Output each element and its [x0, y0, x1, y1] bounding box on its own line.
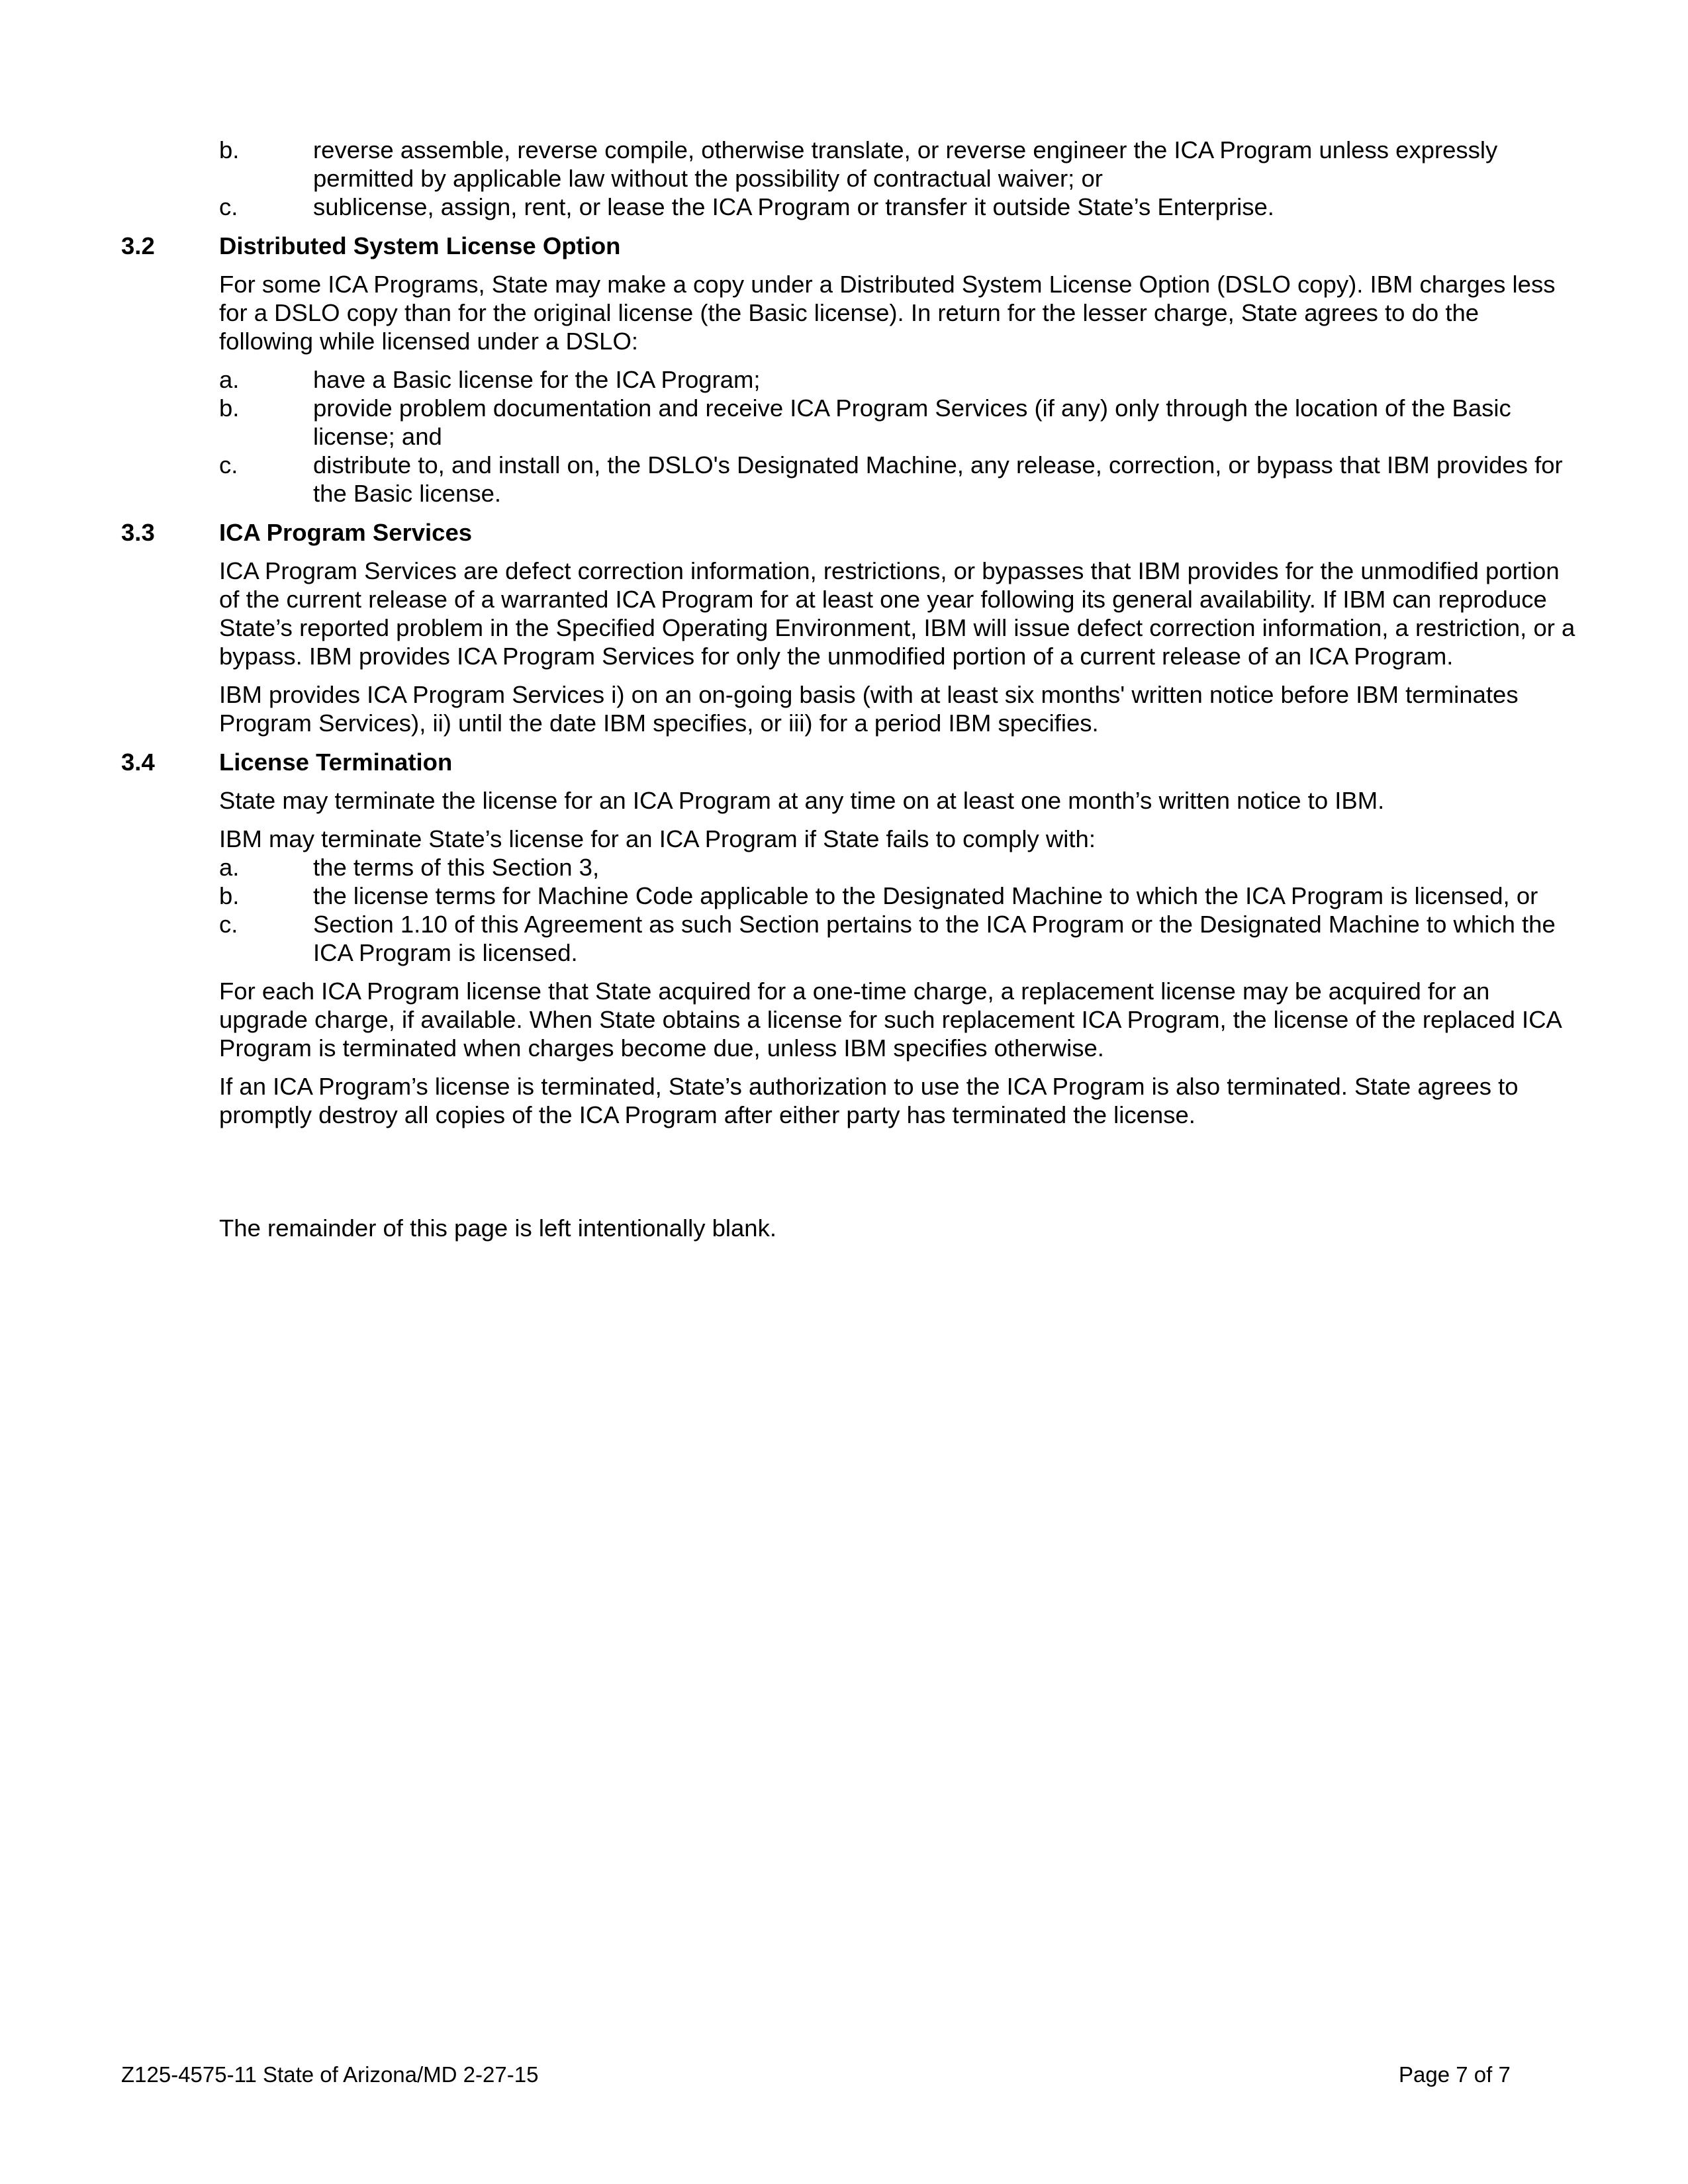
paragraph: ICA Program Services are defect correction information, restrictions, or bypasses that IBM provides for the unmodified portion of the current release of a warranted ICA Program for at least one year following its general availability. If IBM can reproduce State’s reported problem in the Specified Operating Environment, IBM will issue defect correction information, a restriction, or a bypass. IBM provides ICA Program Services for only the unmodified portion of a current release of an ICA Program. [219, 557, 1575, 670]
list-item-text: sublicense, assign, rent, or lease the ICA Program or transfer it outside State’s Enterprise. [313, 193, 1274, 220]
section-heading-3-3 [121, 518, 1577, 547]
section-heading-3-2 [121, 232, 1577, 260]
paragraph: If an ICA Program’s license is terminated, State’s authorization to use the ICA Program is also terminated. State agrees to promptly destroy all copies of the ICA Program after either party has terminated the license. [219, 1073, 1519, 1128]
list-item [121, 394, 1577, 451]
list-item-text: distribute to, and install on, the DSLO's Designated Machine, any release, correction, or bypass that IBM provides for the Basic license. [313, 451, 1563, 507]
list-item-text: Section 1.10 of this Agreement as such Section pertains to the ICA Program or the Designated Machine to which the ICA Program is licensed. [313, 911, 1556, 966]
list-item [121, 882, 1577, 910]
section-title: ICA Program Services [219, 519, 473, 546]
dslo-list [121, 365, 1577, 508]
paragraph: For each ICA Program license that State acquired for a one-time charge, a replacement license may be acquired for an upgrade charge, if available. When State obtains a license for such replacement ICA Program, the license of the replaced ICA Program is terminated when charges become due, unless IBM specifies otherwise. [219, 978, 1561, 1062]
footer-page-number: Page 7 of 7 [1399, 2062, 1511, 2087]
section-number: 3.2 [121, 232, 155, 259]
list-marker: c. [219, 193, 238, 220]
paragraph: For some ICA Programs, State may make a copy under a Distributed System License Option (DSLO copy). IBM charges less for a DSLO copy than for the original license (the Basic license). In return for the lesser charge, State agrees to do the following while licensed under a DSLO: [219, 271, 1556, 355]
list-item [121, 136, 1577, 193]
list-item [121, 193, 1577, 221]
paragraph: State may terminate the license for an ICA Program at any time on at least one month’s written notice to IBM. [219, 787, 1385, 814]
paragraph: IBM provides ICA Program Services i) on an on-going basis (with at least six months' written notice before IBM terminates Program Services), ii) until the date IBM specifies, or iii) for a period IBM specifies. [219, 681, 1519, 737]
section-number: 3.3 [121, 519, 155, 546]
list-marker: b. [219, 136, 240, 163]
list-item-text: the terms of this Section 3, [313, 854, 600, 881]
list-marker: a. [219, 854, 240, 881]
list-item [121, 451, 1577, 508]
section-title: License Termination [219, 749, 453, 776]
section-number: 3.4 [121, 749, 155, 776]
section-title: Distributed System License Option [219, 232, 621, 259]
list-item-text: provide problem documentation and receive ICA Program Services (if any) only through the location of the Basic license; and [313, 394, 1511, 450]
paragraph: IBM may terminate State’s license for an ICA Program if State fails to comply with: [219, 825, 1096, 852]
list-item-text: reverse assemble, reverse compile, otherwise translate, or reverse engineer the ICA Program unless expressly permitted by applicable law without the possibility of contractual waiver; or [313, 136, 1498, 192]
list-item [121, 853, 1577, 882]
list-item [121, 365, 1577, 394]
list-marker: c. [219, 911, 238, 938]
list-item-text: the license terms for Machine Code applicable to the Designated Machine to which the ICA Program is licensed, or [313, 882, 1538, 909]
page-content [121, 136, 1577, 1242]
list-item [121, 910, 1577, 967]
section-heading-3-4 [121, 748, 1577, 776]
intro-list [121, 136, 1577, 221]
list-marker: c. [219, 451, 238, 478]
list-item-text: have a Basic license for the ICA Program; [313, 366, 761, 393]
list-marker: b. [219, 394, 240, 422]
list-marker: b. [219, 882, 240, 909]
list-marker: a. [219, 366, 240, 393]
blank-page-note: The remainder of this page is left intentionally blank. [219, 1214, 776, 1242]
footer-document-id: Z125-4575-11 State of Arizona/MD 2-27-15 [121, 2062, 539, 2087]
termination-list [121, 853, 1577, 967]
